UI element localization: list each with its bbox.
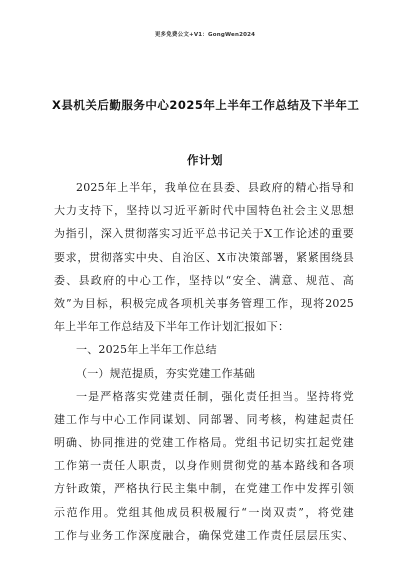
body-line: 方针政策，严格执行民主集中制，在党建工作中发挥引领: [54, 482, 354, 496]
body-line: 委、县政府的中心工作，坚持以“安全、满意、规范、高: [54, 273, 354, 287]
body-line: 年上半年工作总结及下半年工作计划汇报如下：: [54, 320, 290, 334]
header-note: 更多免费公文+V1：GongWen2024: [154, 32, 256, 38]
subsection-heading: （一）规范提质，夯实党建工作基础: [76, 366, 256, 380]
document-title-line-1: X县机关后勤服务中心2025年上半年工作总结及下半年工: [52, 98, 360, 112]
body-line: 2025年上半年，我单位在县委、县政府的精心指导和: [76, 181, 354, 194]
document-title-line-2: 作计划: [187, 153, 223, 167]
body-line: 明确、协同推进的党建工作格局。党组书记切实扛起党建: [54, 436, 354, 450]
body-line: 为指引，深入贯彻落实习近平总书记关于X工作论述的重要: [54, 227, 354, 241]
body-line: 效”为目标，积极完成各项机关事务管理工作，现将2025: [54, 296, 354, 310]
document-body: [54, 176, 354, 547]
body-line: 示范作用。党组其他成员积极履行“一岗双责”，将党建: [54, 505, 354, 519]
body-line: 工作第一责任人职责，以身作则贯彻党的基本路线和各项: [54, 459, 354, 473]
body-line: 要求，贯彻落实中央、自治区、X市决策部署，紧紧围绕县: [54, 250, 354, 264]
body-line: 建工作与中心工作同谋划、同部署、同考核，构建起责任: [54, 412, 354, 426]
body-line: 工作与业务工作深度融合，确保党建工作责任层层压实、: [54, 528, 354, 542]
section-heading: 一、2025年上半年工作总结: [76, 343, 217, 357]
body-line: 大力支持下，坚持以习近平新时代中国特色社会主义思想: [54, 204, 354, 218]
body-line: 一是严格落实党建责任制，强化责任担当。坚持将党: [76, 389, 354, 403]
